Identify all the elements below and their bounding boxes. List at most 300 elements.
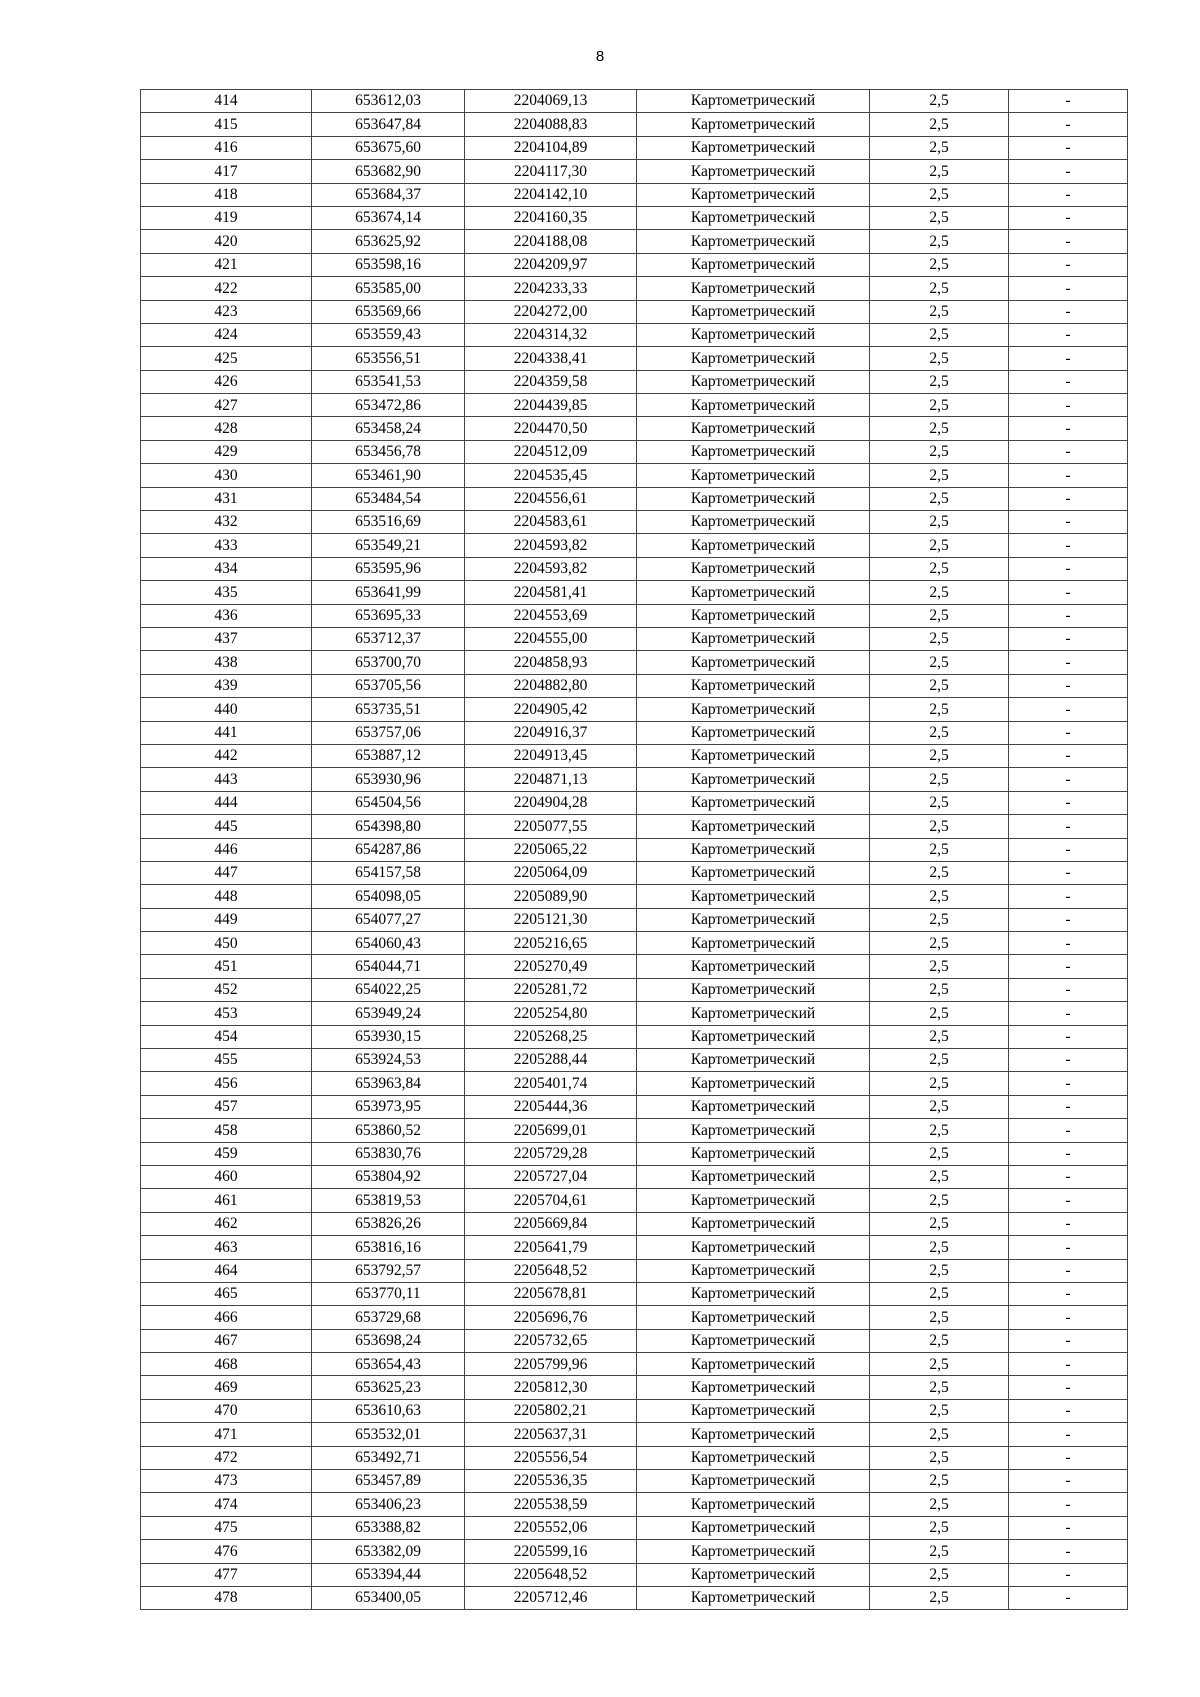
description-cell: - [1009,394,1128,417]
table-row [141,1189,1128,1212]
accuracy-cell: 2,5 [870,1423,1009,1446]
method-cell: Картометрический [637,253,870,276]
y-coordinate-cell: 2205089,90 [465,885,637,908]
x-coordinate-cell: 653559,43 [312,323,465,346]
point-number-cell: 476 [141,1540,312,1563]
method-cell: Картометрический [637,1212,870,1235]
accuracy-cell: 2,5 [870,838,1009,861]
description-cell: - [1009,885,1128,908]
method-cell: Картометрический [637,347,870,370]
accuracy-cell: 2,5 [870,978,1009,1001]
description-cell: - [1009,744,1128,767]
method-cell: Картометрический [637,370,870,393]
x-coordinate-cell: 653569,66 [312,300,465,323]
x-coordinate-cell: 653532,01 [312,1423,465,1446]
y-coordinate-cell: 2204553,69 [465,604,637,627]
x-coordinate-cell: 653930,15 [312,1025,465,1048]
accuracy-cell: 2,5 [870,1165,1009,1188]
method-cell: Картометрический [637,1376,870,1399]
accuracy-cell: 2,5 [870,113,1009,136]
method-cell: Картометрический [637,932,870,955]
x-coordinate-cell: 654060,43 [312,932,465,955]
x-coordinate-cell: 653585,00 [312,277,465,300]
y-coordinate-cell: 2204142,10 [465,183,637,206]
accuracy-cell: 2,5 [870,1236,1009,1259]
method-cell: Картометрический [637,1002,870,1025]
y-coordinate-cell: 2204439,85 [465,394,637,417]
y-coordinate-cell: 2204581,41 [465,581,637,604]
point-number-cell: 435 [141,581,312,604]
table-row [141,1049,1128,1072]
point-number-cell: 430 [141,464,312,487]
accuracy-cell: 2,5 [870,768,1009,791]
y-coordinate-cell: 2205729,28 [465,1142,637,1165]
description-cell: - [1009,253,1128,276]
point-number-cell: 466 [141,1306,312,1329]
table-row [141,1306,1128,1329]
y-coordinate-cell: 2205064,09 [465,861,637,884]
method-cell: Картометрический [637,1493,870,1516]
table-row [141,1353,1128,1376]
accuracy-cell: 2,5 [870,1563,1009,1586]
y-coordinate-cell: 2205121,30 [465,908,637,931]
y-coordinate-cell: 2204858,93 [465,651,637,674]
x-coordinate-cell: 653394,44 [312,1563,465,1586]
point-number-cell: 418 [141,183,312,206]
description-cell: - [1009,1376,1128,1399]
method-cell: Картометрический [637,721,870,744]
description-cell: - [1009,698,1128,721]
description-cell: - [1009,1587,1128,1610]
x-coordinate-cell: 653830,76 [312,1142,465,1165]
table-row [141,136,1128,159]
table-row [141,253,1128,276]
method-cell: Картометрический [637,534,870,557]
y-coordinate-cell: 2204916,37 [465,721,637,744]
point-number-cell: 434 [141,557,312,580]
table-row [141,744,1128,767]
point-number-cell: 416 [141,136,312,159]
method-cell: Картометрический [637,300,870,323]
y-coordinate-cell: 2205669,84 [465,1212,637,1235]
method-cell: Картометрический [637,1259,870,1282]
method-cell: Картометрический [637,1282,870,1305]
point-number-cell: 414 [141,90,312,113]
description-cell: - [1009,1563,1128,1586]
x-coordinate-cell: 654077,27 [312,908,465,931]
table-row [141,1516,1128,1539]
accuracy-cell: 2,5 [870,1376,1009,1399]
description-cell: - [1009,1306,1128,1329]
method-cell: Картометрический [637,487,870,510]
description-cell: - [1009,1329,1128,1352]
table-row [141,1165,1128,1188]
description-cell: - [1009,347,1128,370]
y-coordinate-cell: 2205712,46 [465,1587,637,1610]
y-coordinate-cell: 2205648,52 [465,1563,637,1586]
point-number-cell: 437 [141,627,312,650]
method-cell: Картометрический [637,955,870,978]
accuracy-cell: 2,5 [870,253,1009,276]
point-number-cell: 417 [141,160,312,183]
description-cell: - [1009,1516,1128,1539]
point-number-cell: 471 [141,1423,312,1446]
table-row [141,1587,1128,1610]
description-cell: - [1009,791,1128,814]
description-cell: - [1009,1446,1128,1469]
accuracy-cell: 2,5 [870,1142,1009,1165]
x-coordinate-cell: 653461,90 [312,464,465,487]
method-cell: Картометрический [637,1329,870,1352]
point-number-cell: 441 [141,721,312,744]
point-number-cell: 421 [141,253,312,276]
method-cell: Картометрический [637,581,870,604]
accuracy-cell: 2,5 [870,815,1009,838]
table-row [141,1493,1128,1516]
table-row [141,440,1128,463]
x-coordinate-cell: 653654,43 [312,1353,465,1376]
method-cell: Картометрический [637,1049,870,1072]
accuracy-cell: 2,5 [870,581,1009,604]
accuracy-cell: 2,5 [870,370,1009,393]
y-coordinate-cell: 2204904,28 [465,791,637,814]
accuracy-cell: 2,5 [870,464,1009,487]
accuracy-cell: 2,5 [870,651,1009,674]
table-row [141,1236,1128,1259]
x-coordinate-cell: 653458,24 [312,417,465,440]
y-coordinate-cell: 2204209,97 [465,253,637,276]
point-number-cell: 465 [141,1282,312,1305]
point-number-cell: 460 [141,1165,312,1188]
point-number-cell: 444 [141,791,312,814]
accuracy-cell: 2,5 [870,487,1009,510]
accuracy-cell: 2,5 [870,1540,1009,1563]
x-coordinate-cell: 653860,52 [312,1119,465,1142]
accuracy-cell: 2,5 [870,90,1009,113]
accuracy-cell: 2,5 [870,1516,1009,1539]
point-number-cell: 468 [141,1353,312,1376]
description-cell: - [1009,160,1128,183]
y-coordinate-cell: 2205552,06 [465,1516,637,1539]
x-coordinate-cell: 653484,54 [312,487,465,510]
table-row [141,815,1128,838]
accuracy-cell: 2,5 [870,1095,1009,1118]
point-number-cell: 461 [141,1189,312,1212]
method-cell: Картометрический [637,1306,870,1329]
table-row [141,627,1128,650]
accuracy-cell: 2,5 [870,417,1009,440]
y-coordinate-cell: 2204905,42 [465,698,637,721]
y-coordinate-cell: 2205802,21 [465,1399,637,1422]
table-row [141,394,1128,417]
point-number-cell: 428 [141,417,312,440]
point-number-cell: 426 [141,370,312,393]
accuracy-cell: 2,5 [870,955,1009,978]
accuracy-cell: 2,5 [870,347,1009,370]
y-coordinate-cell: 2204556,61 [465,487,637,510]
x-coordinate-cell: 653698,24 [312,1329,465,1352]
description-cell: - [1009,417,1128,440]
accuracy-cell: 2,5 [870,1470,1009,1493]
y-coordinate-cell: 2205641,79 [465,1236,637,1259]
description-cell: - [1009,206,1128,229]
x-coordinate-cell: 653675,60 [312,136,465,159]
description-cell: - [1009,230,1128,253]
x-coordinate-cell: 653595,96 [312,557,465,580]
method-cell: Картометрический [637,908,870,931]
table-row [141,955,1128,978]
accuracy-cell: 2,5 [870,1189,1009,1212]
x-coordinate-cell: 653816,16 [312,1236,465,1259]
table-row [141,768,1128,791]
table-row [141,1329,1128,1352]
point-number-cell: 448 [141,885,312,908]
description-cell: - [1009,1259,1128,1282]
x-coordinate-cell: 653625,92 [312,230,465,253]
table-row [141,277,1128,300]
method-cell: Картометрический [637,698,870,721]
description-cell: - [1009,955,1128,978]
table-row [141,698,1128,721]
x-coordinate-cell: 654157,58 [312,861,465,884]
point-number-cell: 454 [141,1025,312,1048]
method-cell: Картометрический [637,1446,870,1469]
method-cell: Картометрический [637,417,870,440]
table-row [141,1025,1128,1048]
method-cell: Картометрический [637,183,870,206]
point-number-cell: 478 [141,1587,312,1610]
method-cell: Картометрический [637,1189,870,1212]
method-cell: Картометрический [637,768,870,791]
description-cell: - [1009,1049,1128,1072]
description-cell: - [1009,277,1128,300]
method-cell: Картометрический [637,1095,870,1118]
description-cell: - [1009,1072,1128,1095]
y-coordinate-cell: 2204359,58 [465,370,637,393]
method-cell: Картометрический [637,1072,870,1095]
description-cell: - [1009,183,1128,206]
point-number-cell: 427 [141,394,312,417]
method-cell: Картометрический [637,791,870,814]
point-number-cell: 446 [141,838,312,861]
y-coordinate-cell: 2204512,09 [465,440,637,463]
method-cell: Картометрический [637,1540,870,1563]
y-coordinate-cell: 2205599,16 [465,1540,637,1563]
x-coordinate-cell: 654022,25 [312,978,465,1001]
accuracy-cell: 2,5 [870,1049,1009,1072]
table-row [141,183,1128,206]
accuracy-cell: 2,5 [870,1587,1009,1610]
point-number-cell: 453 [141,1002,312,1025]
coordinates-table [140,89,1128,1610]
accuracy-cell: 2,5 [870,1353,1009,1376]
y-coordinate-cell: 2204272,00 [465,300,637,323]
y-coordinate-cell: 2205637,31 [465,1423,637,1446]
method-cell: Картометрический [637,978,870,1001]
y-coordinate-cell: 2204871,13 [465,768,637,791]
description-cell: - [1009,487,1128,510]
table-row [141,1072,1128,1095]
y-coordinate-cell: 2205812,30 [465,1376,637,1399]
description-cell: - [1009,113,1128,136]
point-number-cell: 419 [141,206,312,229]
point-number-cell: 470 [141,1399,312,1422]
y-coordinate-cell: 2205799,96 [465,1353,637,1376]
y-coordinate-cell: 2205696,76 [465,1306,637,1329]
method-cell: Картометрический [637,113,870,136]
point-number-cell: 429 [141,440,312,463]
description-cell: - [1009,768,1128,791]
method-cell: Картометрический [637,604,870,627]
table-row [141,838,1128,861]
point-number-cell: 472 [141,1446,312,1469]
y-coordinate-cell: 2205536,35 [465,1470,637,1493]
description-cell: - [1009,1119,1128,1142]
description-cell: - [1009,464,1128,487]
x-coordinate-cell: 653682,90 [312,160,465,183]
table-row [141,1423,1128,1446]
method-cell: Картометрический [637,557,870,580]
x-coordinate-cell: 654398,80 [312,815,465,838]
x-coordinate-cell: 653457,89 [312,1470,465,1493]
accuracy-cell: 2,5 [870,861,1009,884]
method-cell: Картометрический [637,1119,870,1142]
coordinates-table-body [141,90,1128,1610]
table-row [141,604,1128,627]
point-number-cell: 475 [141,1516,312,1539]
table-row [141,1095,1128,1118]
method-cell: Картометрический [637,160,870,183]
point-number-cell: 438 [141,651,312,674]
accuracy-cell: 2,5 [870,277,1009,300]
y-coordinate-cell: 2205444,36 [465,1095,637,1118]
accuracy-cell: 2,5 [870,1259,1009,1282]
y-coordinate-cell: 2205732,65 [465,1329,637,1352]
accuracy-cell: 2,5 [870,206,1009,229]
y-coordinate-cell: 2204088,83 [465,113,637,136]
accuracy-cell: 2,5 [870,440,1009,463]
y-coordinate-cell: 2204233,33 [465,277,637,300]
point-number-cell: 423 [141,300,312,323]
accuracy-cell: 2,5 [870,1072,1009,1095]
y-coordinate-cell: 2204555,00 [465,627,637,650]
description-cell: - [1009,1142,1128,1165]
description-cell: - [1009,1189,1128,1212]
table-row [141,370,1128,393]
table-row [141,300,1128,323]
y-coordinate-cell: 2204593,82 [465,534,637,557]
description-cell: - [1009,1212,1128,1235]
point-number-cell: 458 [141,1119,312,1142]
point-number-cell: 420 [141,230,312,253]
x-coordinate-cell: 653819,53 [312,1189,465,1212]
table-row [141,908,1128,931]
x-coordinate-cell: 653647,84 [312,113,465,136]
table-row [141,230,1128,253]
description-cell: - [1009,721,1128,744]
method-cell: Картометрический [637,627,870,650]
x-coordinate-cell: 653400,05 [312,1587,465,1610]
accuracy-cell: 2,5 [870,183,1009,206]
point-number-cell: 455 [141,1049,312,1072]
method-cell: Картометрический [637,1142,870,1165]
method-cell: Картометрический [637,1236,870,1259]
accuracy-cell: 2,5 [870,721,1009,744]
table-row [141,464,1128,487]
x-coordinate-cell: 654287,86 [312,838,465,861]
point-number-cell: 467 [141,1329,312,1352]
table-row [141,90,1128,113]
y-coordinate-cell: 2204117,30 [465,160,637,183]
table-row [141,861,1128,884]
description-cell: - [1009,370,1128,393]
x-coordinate-cell: 653930,96 [312,768,465,791]
accuracy-cell: 2,5 [870,674,1009,697]
y-coordinate-cell: 2205678,81 [465,1282,637,1305]
method-cell: Картометрический [637,1470,870,1493]
y-coordinate-cell: 2204188,08 [465,230,637,253]
accuracy-cell: 2,5 [870,1025,1009,1048]
x-coordinate-cell: 653792,57 [312,1259,465,1282]
method-cell: Картометрический [637,464,870,487]
point-number-cell: 477 [141,1563,312,1586]
x-coordinate-cell: 653770,11 [312,1282,465,1305]
x-coordinate-cell: 653556,51 [312,347,465,370]
x-coordinate-cell: 653674,14 [312,206,465,229]
method-cell: Картометрический [637,744,870,767]
table-row [141,1470,1128,1493]
accuracy-cell: 2,5 [870,698,1009,721]
description-cell: - [1009,581,1128,604]
description-cell: - [1009,1025,1128,1048]
x-coordinate-cell: 653549,21 [312,534,465,557]
y-coordinate-cell: 2204470,50 [465,417,637,440]
accuracy-cell: 2,5 [870,511,1009,534]
method-cell: Картометрический [637,1025,870,1048]
x-coordinate-cell: 653924,53 [312,1049,465,1072]
table-row [141,511,1128,534]
accuracy-cell: 2,5 [870,323,1009,346]
accuracy-cell: 2,5 [870,1282,1009,1305]
point-number-cell: 450 [141,932,312,955]
x-coordinate-cell: 653684,37 [312,183,465,206]
y-coordinate-cell: 2205268,25 [465,1025,637,1048]
x-coordinate-cell: 653541,53 [312,370,465,393]
point-number-cell: 443 [141,768,312,791]
description-cell: - [1009,1423,1128,1446]
y-coordinate-cell: 2205216,65 [465,932,637,955]
point-number-cell: 464 [141,1259,312,1282]
point-number-cell: 424 [141,323,312,346]
x-coordinate-cell: 653472,86 [312,394,465,417]
accuracy-cell: 2,5 [870,604,1009,627]
table-row [141,978,1128,1001]
y-coordinate-cell: 2204338,41 [465,347,637,370]
accuracy-cell: 2,5 [870,136,1009,159]
x-coordinate-cell: 653406,23 [312,1493,465,1516]
y-coordinate-cell: 2205281,72 [465,978,637,1001]
table-row [141,534,1128,557]
description-cell: - [1009,674,1128,697]
x-coordinate-cell: 653388,82 [312,1516,465,1539]
point-number-cell: 440 [141,698,312,721]
x-coordinate-cell: 653641,99 [312,581,465,604]
x-coordinate-cell: 653382,09 [312,1540,465,1563]
y-coordinate-cell: 2205648,52 [465,1259,637,1282]
accuracy-cell: 2,5 [870,394,1009,417]
table-row [141,1259,1128,1282]
accuracy-cell: 2,5 [870,1493,1009,1516]
